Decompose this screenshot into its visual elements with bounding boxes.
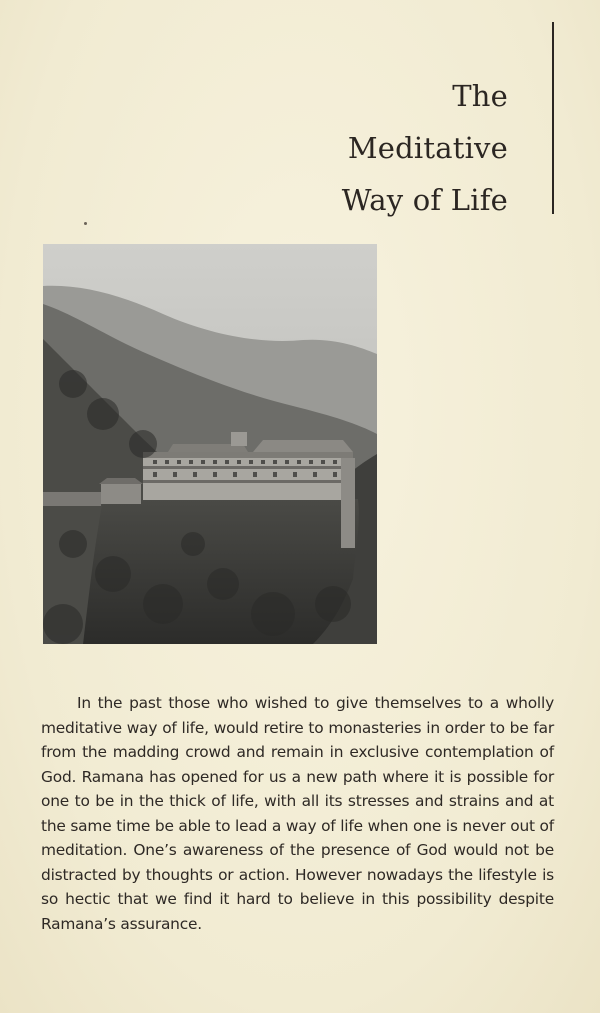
monastery-photo <box>43 244 377 644</box>
monastery-photo-image <box>43 244 377 644</box>
vertical-rule <box>552 22 554 214</box>
title-line-2: Meditative <box>347 131 508 165</box>
title-line-1: The <box>452 79 508 113</box>
body-paragraph: In the past those who wished to give themselves to a wholly meditative way of life, would retire to monasteries in order to be far from the madding crowd and remain in exclusive contemplation of God. Ramana has opened for us a new path where it is possible for one to be in the thick of life, with all its stresses and strains and at the same time be able to lead a way of life when one is never out of meditation. One’s awareness of the presence of God would not be distracted by thoughts or action. However nowadays the lifestyle is so hectic that we find it hard to believe in this possibility despite Ramana’s assurance. <box>41 694 554 933</box>
chapter-title <box>342 70 508 226</box>
title-line-3: Way of Life <box>341 183 508 217</box>
speck-mark <box>84 222 87 225</box>
